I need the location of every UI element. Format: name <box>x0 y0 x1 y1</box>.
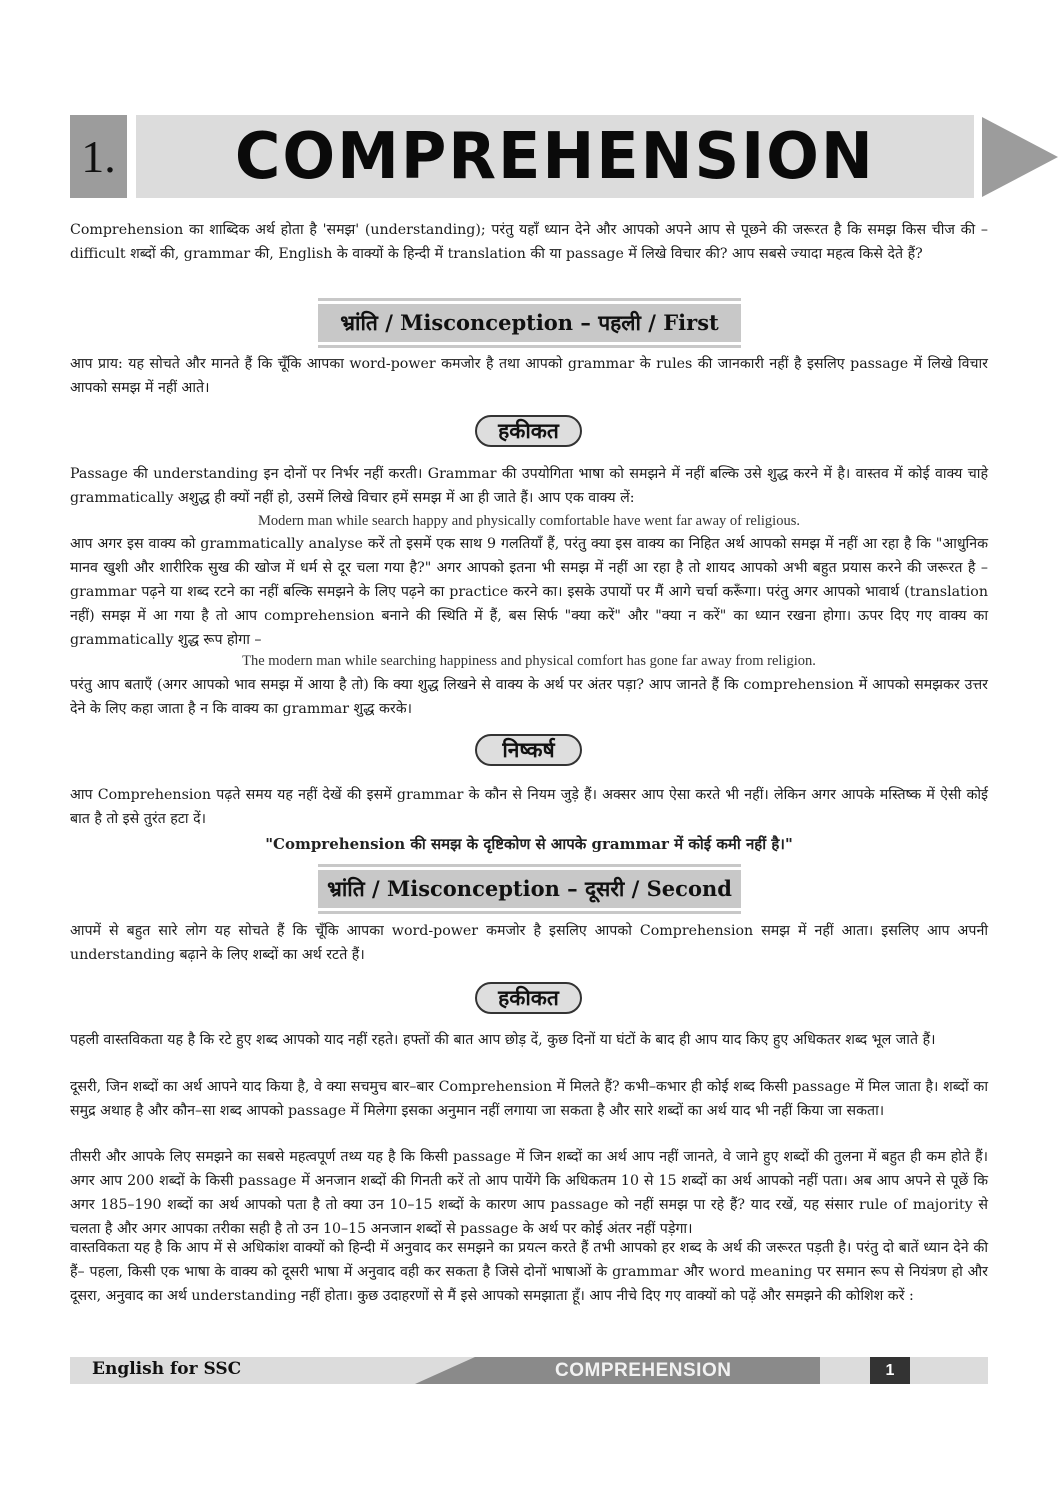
arrow-right-icon <box>982 117 1058 197</box>
misconception-first-heading: भ्रांति / Misconception – पहली / First <box>318 304 741 342</box>
chapter-title: COMPREHENSION <box>235 119 875 194</box>
footer-section-title: COMPREHENSION <box>555 1360 732 1381</box>
intro-paragraph: Comprehension का शाब्दिक अर्थ होता है 'समझ' (understanding); परंतु यहाँ ध्यान देने और आपको अपने आप से पूछने की जरूरत है कि समझ किस चीज की – difficult शब्दों की, grammar की, English के वाक्यों के हिन्दी में translation की या passage में लिखे विचार की? आप सबसे ज्यादा महत्व किसे देते हैं? <box>70 222 988 262</box>
example-incorrect-sentence: Modern man while search happy and physically comfortable have went far away of religious. <box>258 513 800 529</box>
page-footer <box>70 1357 988 1384</box>
misconception-second-heading: भ्रांति / Misconception – दूसरी / Second <box>318 870 741 908</box>
reality-first-paragraph-2: आप अगर इस वाक्य को grammatically analyse करें तो इसमें एक साथ 9 गलतियाँ हैं, परंतु क्या इस वाक्य का निहित अर्थ आपको समझ में नहीं आ रहा है कि "आधुनिक मानव खुशी और शारीरिक सुख की खोज में धर्म से दूर चला गया है?" अगर आपको इतना भी समझ में नहीं आ रहा है तो शायद आपको अभी बहुत प्रयास करने की जरूरत है – grammar पढ़ने या शब्द रटने का नहीं बल्कि समझने के लिए पढ़ने का practice करने का। इसके उपायों पर मैं आगे चर्चा करूँगा। परंतु अगर आपको भावार्थ (translation नहीं) समझ में आ गया है तो आप comprehension बनाने की स्थिति में हैं, बस सिर्फ "क्या करें" और "क्या न करें" का ध्यान रखना होगा। ऊपर दिए गए वाक्य का grammatically शुद्ध रूप होगा – <box>70 536 988 648</box>
misconception-first-text: आप प्राय: यह सोचते और मानते हैं कि चूँकि आपका word-power कमजोर है तथा आपको grammar के rules की जानकारी नहीं है इसलिए passage में लिखे विचार आपको समझ में नहीं आते। <box>70 356 988 396</box>
example-correct-sentence: The modern man while searching happiness and physical comfort has gone far away from religion. <box>242 653 816 669</box>
banner-rule-bottom <box>318 911 741 914</box>
reality-first-paragraph-3: परंतु आप बताएँ (अगर आपको भाव समझ में आया है तो) कि क्या शुद्ध लिखने से वाक्य के अर्थ पर अंतर पड़ा? आप जानते हैं कि comprehension में आपको समझकर उत्तर देने के लिए कहा जाता है न कि वाक्य का grammar शुद्ध करके। <box>70 677 988 717</box>
chapter-number: 1. <box>70 115 127 198</box>
chapter-title-bar <box>136 115 974 198</box>
reality-second-paragraph-1: पहली वास्तविकता यह है कि रटे हुए शब्द आपको याद नहीं रहते। हफ्तों की बात आप छोड़ दें, कुछ दिनों या घंटों के बाद ही आप याद किए हुए अधिकतर शब्द भूल जाते हैं। <box>70 1032 936 1048</box>
banner-rule-bottom <box>318 345 741 348</box>
reality-second-paragraph-2: दूसरी, जिन शब्दों का अर्थ आपने याद किया है, वे क्या सचमुच बार–बार Comprehension में मिलते हैं? कभी–कभार ही कोई शब्द किसी passage में मिल जाता है। शब्दों का समुद्र अथाह है और कौन–सा शब्द आपको passage में मिलेगा इसका अनुमान नहीं लगाया जा सकता है और सारे शब्दों का अर्थ याद भी नहीं किया जा सकता। <box>70 1079 988 1119</box>
reality-second-paragraph-4: वास्तविकता यह है कि आप में से अधिकांश वाक्यों को हिन्दी में अनुवाद कर समझने का प्रयत्न करते हैं तभी आपको हर शब्द के अर्थ की जरूरत पड़ती है। परंतु दो बातें ध्यान देने की हैं– पहला, किसी एक भाषा के वाक्य को दूसरी भाषा में अनुवाद वही कर सकता है जिसे दोनों भाषाओं के grammar और word meaning पर समान रूप से नियंत्रण हो और दूसरा, अनुवाद का अर्थ understanding नहीं होता। कुछ उदाहरणों से मैं इसे आपको समझाता हूँ। आप नीचे दिए गए वाक्यों को पढ़ें और समझने की कोशिश करें : <box>70 1240 988 1304</box>
conclusion-paragraph: आप Comprehension पढ़ते समय यह नहीं देखें की इसमें grammar के कौन से नियम जुड़े हैं। अक्सर आप ऐसा करते भी नहीं। लेकिन अगर आपके मस्तिष्क में ऐसी कोई बात है तो इसे तुरंत हटा दें। <box>70 787 988 827</box>
misconception-second-banner <box>318 864 741 914</box>
book-title: English for SSC <box>92 1359 242 1379</box>
misconception-first-banner <box>318 298 741 348</box>
conclusion-label: निष्कर्ष <box>475 734 582 766</box>
banner-rule-top <box>318 298 741 301</box>
conclusion-quote: "Comprehension की समझ के दृष्टिकोण से आपके grammar में कोई कमी नहीं है।" <box>265 835 793 853</box>
reality-first-paragraph-1: Passage की understanding इन दोनों पर निर्भर नहीं करती। Grammar की उपयोगिता भाषा को समझने में नहीं बल्कि उसे शुद्ध करने में है। वास्तव में कोई वाक्य चाहे grammatically अशुद्ध ही क्यों नहीं हो, उसमें लिखे विचार हमें समझ में आ ही जाते हैं। आप एक वाक्य लें: <box>70 466 988 506</box>
page-number: 1 <box>870 1357 910 1384</box>
misconception-second-text: आपमें से बहुत सारे लोग यह सोचते हैं कि चूँकि आपका word-power कमजोर है इसलिए आपको Comprehension समझ में नहीं आता। इसलिए आप अपनी understanding बढ़ाने के लिए शब्दों का अर्थ रटते हैं। <box>70 923 988 963</box>
reality-label-first: हकीकत <box>475 415 582 447</box>
reality-second-paragraph-3: तीसरी और आपके लिए समझने का सबसे महत्वपूर्ण तथ्य यह है कि किसी passage में जिन शब्दों का अर्थ आप नहीं जानते, वे जाने हुए शब्दों की तुलना में बहुत ही कम होते हैं। अगर आप 200 शब्दों के किसी passage में अनजान शब्दों की गिनती करें तो आप पायेंगे कि अधिकतम 10 से 15 शब्दों का अर्थ आपको नहीं पता। अब आप अपने से पूछें कि अगर 185–190 शब्दों का अर्थ आपको पता है तो क्या उन 10–15 शब्दों के कारण आप passage को नहीं समझ पा रहे हैं? याद रखें, यह संसार rule of majority से चलता है और अगर आपका तरीका सही है तो उन 10–15 अनजान शब्दों से passage के अर्थ पर कोई अंतर नहीं पड़ेगा। <box>70 1149 988 1237</box>
reality-label-second: हकीकत <box>475 982 582 1014</box>
banner-rule-top <box>318 864 741 867</box>
chapter-header <box>70 115 990 198</box>
